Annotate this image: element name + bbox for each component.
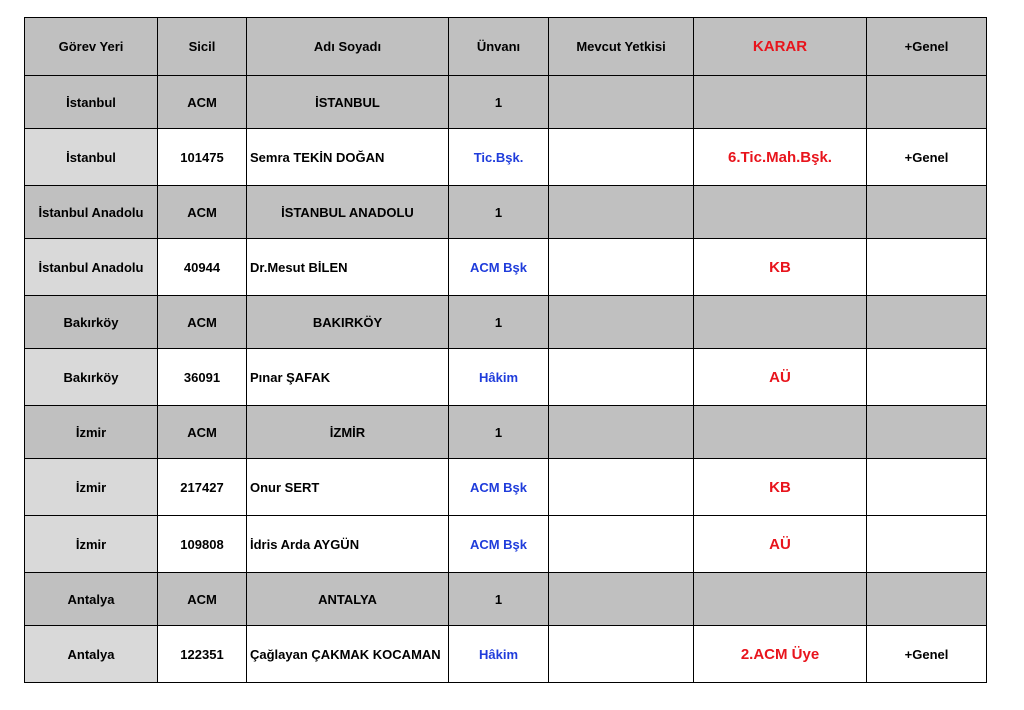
cell-unvani: Hâkim (449, 626, 549, 683)
cell-unvani: 1 (449, 573, 549, 626)
cell-genel (867, 573, 987, 626)
header-unvani: Ünvanı (449, 18, 549, 76)
header-adi-soyadi: Adı Soyadı (247, 18, 449, 76)
cell-adi-soyadi: İdris Arda AYGÜN (247, 516, 449, 573)
cell-karar (694, 573, 867, 626)
cell-gorev-yeri: İstanbul (25, 76, 158, 129)
group-row (25, 296, 987, 349)
group-row (25, 76, 987, 129)
cell-karar: AÜ (694, 516, 867, 573)
cell-adi-soyadi: Semra TEKİN DOĞAN (247, 129, 449, 186)
cell-gorev-yeri: Antalya (25, 573, 158, 626)
group-row (25, 186, 987, 239)
cell-sicil: ACM (158, 573, 247, 626)
cell-mevcut-yetkisi (549, 239, 694, 296)
cell-sicil: 40944 (158, 239, 247, 296)
cell-sicil: ACM (158, 76, 247, 129)
cell-karar: 2.ACM Üye (694, 626, 867, 683)
cell-gorev-yeri: İzmir (25, 459, 158, 516)
cell-karar: 6.Tic.Mah.Bşk. (694, 129, 867, 186)
cell-unvani: ACM Bşk (449, 516, 549, 573)
table-row (25, 516, 987, 573)
cell-sicil: 109808 (158, 516, 247, 573)
table-row (25, 239, 987, 296)
cell-adi-soyadi: Çağlayan ÇAKMAK KOCAMAN (247, 626, 449, 683)
cell-sicil: 122351 (158, 626, 247, 683)
cell-adi-soyadi: İSTANBUL (247, 76, 449, 129)
header-mevcut-yetkisi: Mevcut Yetkisi (549, 18, 694, 76)
cell-karar: KB (694, 239, 867, 296)
cell-mevcut-yetkisi (549, 626, 694, 683)
cell-sicil: 101475 (158, 129, 247, 186)
header-karar: KARAR (694, 18, 867, 76)
cell-gorev-yeri: İstanbul Anadolu (25, 186, 158, 239)
header-genel: +Genel (867, 18, 987, 76)
cell-adi-soyadi: İZMİR (247, 406, 449, 459)
cell-unvani: 1 (449, 406, 549, 459)
group-row (25, 573, 987, 626)
cell-unvani: 1 (449, 296, 549, 349)
group-row (25, 406, 987, 459)
cell-genel (867, 459, 987, 516)
cell-unvani: Tic.Bşk. (449, 129, 549, 186)
cell-sicil: ACM (158, 186, 247, 239)
cell-adi-soyadi: BAKIRKÖY (247, 296, 449, 349)
cell-gorev-yeri: İstanbul Anadolu (25, 239, 158, 296)
cell-karar (694, 296, 867, 349)
cell-unvani: 1 (449, 76, 549, 129)
cell-karar: KB (694, 459, 867, 516)
cell-mevcut-yetkisi (549, 459, 694, 516)
cell-mevcut-yetkisi (549, 406, 694, 459)
cell-gorev-yeri: İzmir (25, 516, 158, 573)
cell-genel (867, 516, 987, 573)
cell-adi-soyadi: İSTANBUL ANADOLU (247, 186, 449, 239)
cell-mevcut-yetkisi (549, 129, 694, 186)
cell-unvani: 1 (449, 186, 549, 239)
cell-genel (867, 239, 987, 296)
cell-karar (694, 76, 867, 129)
header-sicil: Sicil (158, 18, 247, 76)
header-row (25, 18, 987, 76)
cell-gorev-yeri: Antalya (25, 626, 158, 683)
table-row (25, 129, 987, 186)
cell-adi-soyadi: Pınar ŞAFAK (247, 349, 449, 406)
cell-mevcut-yetkisi (549, 516, 694, 573)
table-body (25, 76, 987, 683)
cell-mevcut-yetkisi (549, 349, 694, 406)
table-row (25, 459, 987, 516)
table-row (25, 349, 987, 406)
cell-adi-soyadi: ANTALYA (247, 573, 449, 626)
cell-genel (867, 349, 987, 406)
cell-genel: +Genel (867, 129, 987, 186)
cell-karar (694, 406, 867, 459)
cell-sicil: ACM (158, 296, 247, 349)
cell-genel: +Genel (867, 626, 987, 683)
cell-mevcut-yetkisi (549, 76, 694, 129)
cell-unvani: ACM Bşk (449, 459, 549, 516)
cell-unvani: ACM Bşk (449, 239, 549, 296)
cell-gorev-yeri: İstanbul (25, 129, 158, 186)
cell-mevcut-yetkisi (549, 573, 694, 626)
cell-sicil: ACM (158, 406, 247, 459)
table-row (25, 626, 987, 683)
cell-genel (867, 76, 987, 129)
cell-genel (867, 296, 987, 349)
cell-gorev-yeri: Bakırköy (25, 349, 158, 406)
cell-mevcut-yetkisi (549, 186, 694, 239)
cell-genel (867, 186, 987, 239)
cell-adi-soyadi: Dr.Mesut BİLEN (247, 239, 449, 296)
cell-sicil: 217427 (158, 459, 247, 516)
assignment-table (24, 17, 987, 683)
cell-mevcut-yetkisi (549, 296, 694, 349)
cell-genel (867, 406, 987, 459)
cell-karar (694, 186, 867, 239)
cell-karar: AÜ (694, 349, 867, 406)
cell-gorev-yeri: İzmir (25, 406, 158, 459)
cell-gorev-yeri: Bakırköy (25, 296, 158, 349)
header-gorev-yeri: Görev Yeri (25, 18, 158, 76)
cell-adi-soyadi: Onur SERT (247, 459, 449, 516)
cell-sicil: 36091 (158, 349, 247, 406)
cell-unvani: Hâkim (449, 349, 549, 406)
